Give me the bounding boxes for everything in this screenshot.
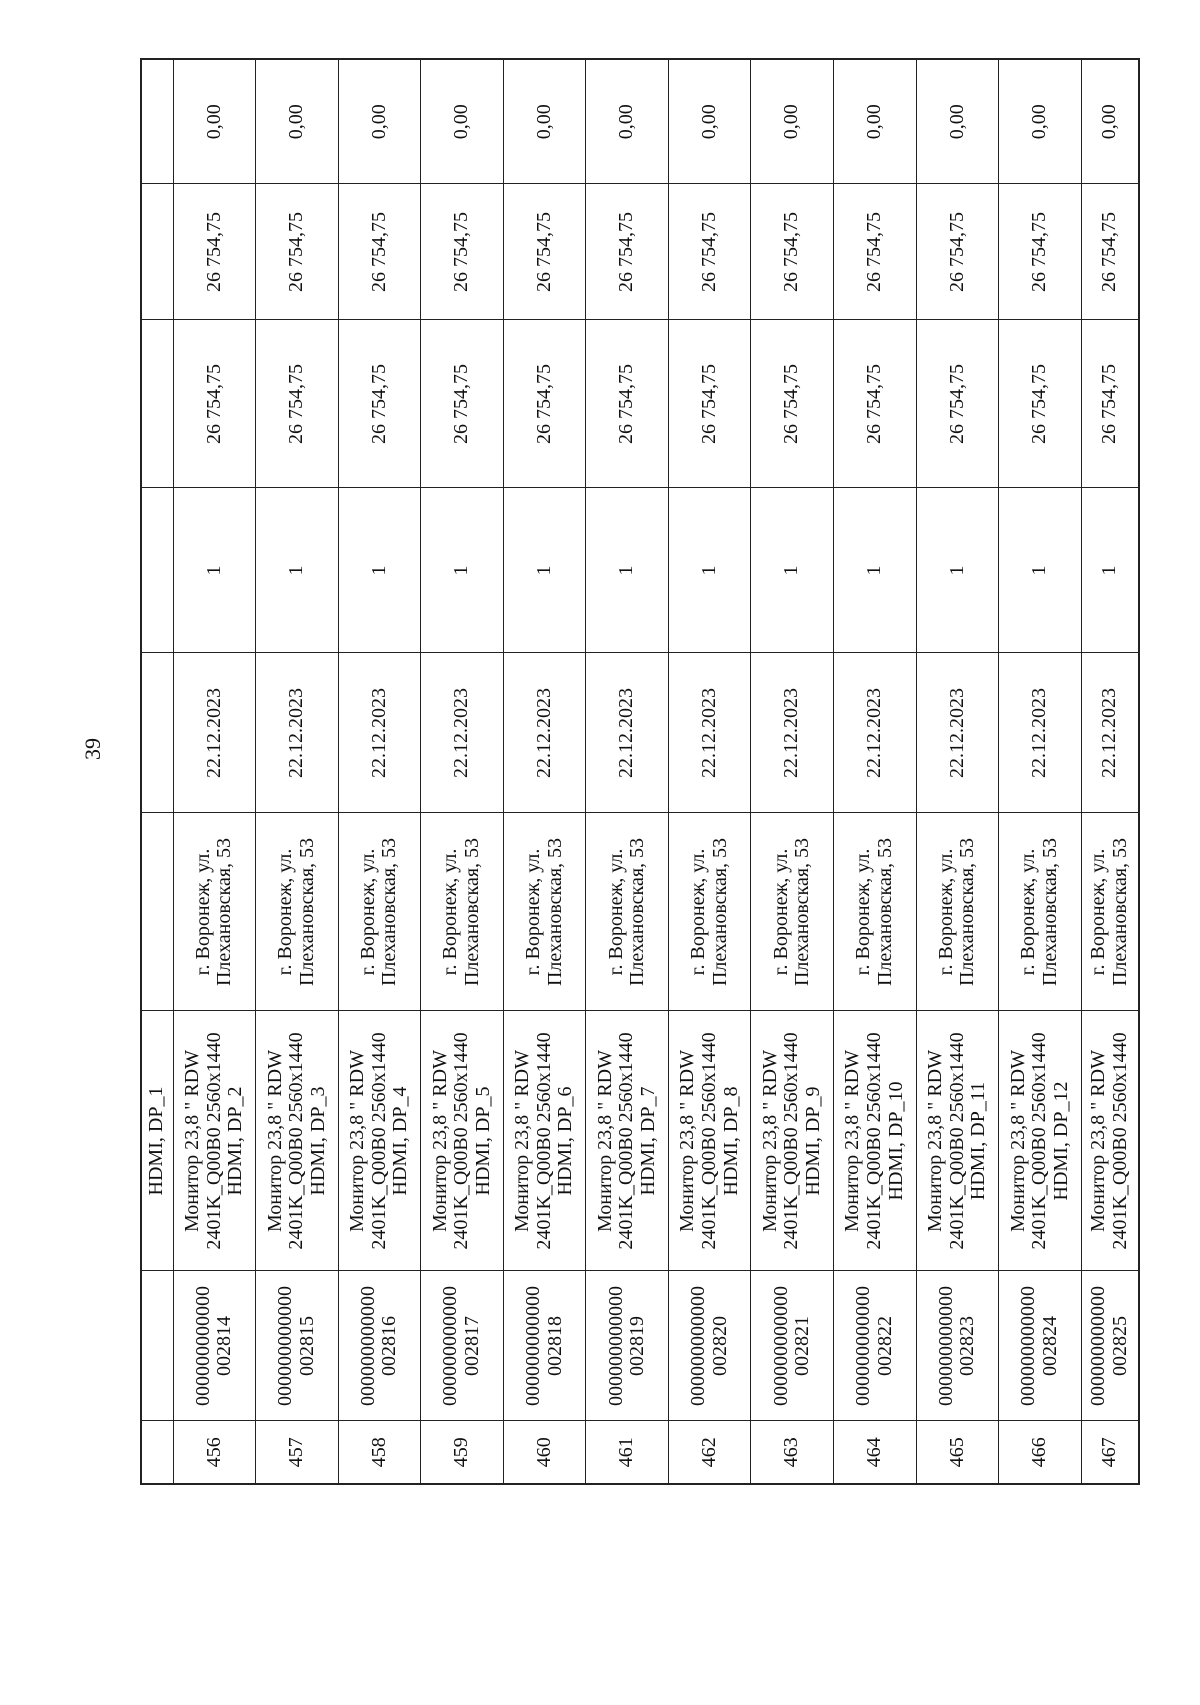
cell-name <box>1081 1011 1139 1271</box>
residual-value: 0,00 <box>450 104 473 140</box>
cost-value: 26 754,75 <box>202 364 225 444</box>
amortization-value: 26 754,75 <box>1028 212 1051 292</box>
asset-name-line3: HDMI, DP_9 <box>802 1086 825 1196</box>
quantity: 1 <box>945 565 968 576</box>
cell-address <box>668 813 751 1011</box>
row-number: 459 <box>450 1437 473 1468</box>
cost-value: 26 754,75 <box>945 364 968 444</box>
amortization-value: 26 754,75 <box>615 212 638 292</box>
cell-inventory <box>421 1271 504 1421</box>
asset-name-line3: HDMI, DP_4 <box>389 1086 412 1196</box>
asset-name-line3: HDMI, DP_5 <box>471 1086 494 1196</box>
asset-name-line3: HDMI, DP_7 <box>636 1086 659 1196</box>
cost-value: 26 754,75 <box>367 364 390 444</box>
cell-qty <box>141 488 173 653</box>
cell-name <box>338 1011 421 1271</box>
inventory-number-part2: 002814 <box>213 1316 236 1376</box>
row-number: 463 <box>780 1437 803 1468</box>
row-number: 458 <box>367 1437 390 1468</box>
cell-date <box>338 653 421 813</box>
cell-amortization <box>1081 184 1139 320</box>
address-line1: г. Воронеж, ул. <box>1017 848 1040 976</box>
address-line1: г. Воронеж, ул. <box>604 848 627 976</box>
residual-value: 0,00 <box>945 104 968 140</box>
asset-name-line3: HDMI, DP_12 <box>1049 1081 1072 1201</box>
quantity: 1 <box>202 565 225 576</box>
inventory-number-part2: 002819 <box>626 1316 649 1376</box>
cell-cost <box>1081 320 1139 488</box>
cell-residual <box>421 59 504 184</box>
asset-name-line2: 2401K_Q00B0 2560x1440 <box>450 1032 473 1250</box>
asset-name-line1: Монитор 23,8 " RDW <box>758 1050 781 1232</box>
cell-no <box>916 1421 999 1484</box>
inventory-number-part2: 002816 <box>378 1316 401 1376</box>
cell-name <box>668 1011 751 1271</box>
cell-date <box>503 653 586 813</box>
cell-residual <box>834 59 917 184</box>
cell-cost <box>916 320 999 488</box>
address-line2: Плехановская, 53 <box>1038 837 1061 987</box>
address-line2: Плехановская, 53 <box>791 837 814 987</box>
residual-value: 0,00 <box>285 104 308 140</box>
asset-name-line1: Монитор 23,8 " RDW <box>593 1050 616 1232</box>
table-row <box>834 59 917 1484</box>
inventory-number-part1: 000000000000 <box>604 1286 627 1406</box>
asset-name-line2: 2401K_Q00B0 2560x1440 <box>367 1032 390 1250</box>
cell-name <box>999 1011 1082 1271</box>
cell-no <box>173 1421 256 1484</box>
amortization-value: 26 754,75 <box>780 212 803 292</box>
asset-name-line1: Монитор 23,8 " RDW <box>1006 1050 1029 1232</box>
residual-value: 0,00 <box>780 104 803 140</box>
asset-name-line3: HDMI, DP_6 <box>554 1086 577 1196</box>
quantity: 1 <box>367 565 390 576</box>
cell-residual <box>256 59 339 184</box>
address-line1: г. Воронеж, ул. <box>1087 848 1110 976</box>
cell-amortization <box>834 184 917 320</box>
acquisition-date: 22.12.2023 <box>202 688 225 778</box>
table-row <box>1081 59 1139 1484</box>
cell-date <box>173 653 256 813</box>
cell-amortization <box>338 184 421 320</box>
cell-name <box>751 1011 834 1271</box>
cell-address <box>421 813 504 1011</box>
cost-value: 26 754,75 <box>532 364 555 444</box>
cell-date <box>834 653 917 813</box>
inventory-number-part1: 000000000000 <box>1017 1286 1040 1406</box>
table-row <box>916 59 999 1484</box>
asset-name-line2: 2401K_Q00B0 2560x1440 <box>945 1032 968 1250</box>
row-number: 464 <box>863 1437 886 1468</box>
cost-value: 26 754,75 <box>780 364 803 444</box>
table-row <box>586 59 669 1484</box>
row-number: 467 <box>1098 1437 1121 1468</box>
asset-name-line1: Монитор 23,8 " RDW <box>428 1050 451 1232</box>
quantity: 1 <box>1028 565 1051 576</box>
cell-qty <box>834 488 917 653</box>
cell-name <box>256 1011 339 1271</box>
cell-residual <box>338 59 421 184</box>
cell-qty <box>668 488 751 653</box>
residual-value: 0,00 <box>1028 104 1051 140</box>
cell-amortization <box>503 184 586 320</box>
cell-amortization <box>586 184 669 320</box>
amortization-value: 26 754,75 <box>450 212 473 292</box>
cell-cost <box>173 320 256 488</box>
amortization-value: 26 754,75 <box>532 212 555 292</box>
address-line2: Плехановская, 53 <box>873 837 896 987</box>
cell-residual <box>141 59 173 184</box>
cell-cost <box>586 320 669 488</box>
cell-cost <box>338 320 421 488</box>
acquisition-date: 22.12.2023 <box>863 688 886 778</box>
inventory-number-part1: 000000000000 <box>852 1286 875 1406</box>
residual-value: 0,00 <box>615 104 638 140</box>
cell-qty <box>503 488 586 653</box>
cell-amortization <box>668 184 751 320</box>
cell-address <box>141 813 173 1011</box>
table-row <box>173 59 256 1484</box>
inventory-number-part2: 002821 <box>791 1316 814 1376</box>
cell-cost <box>668 320 751 488</box>
cell-amortization <box>421 184 504 320</box>
page-number: 39 <box>80 738 105 760</box>
inventory-number-part2: 002824 <box>1038 1316 1061 1376</box>
acquisition-date: 22.12.2023 <box>780 688 803 778</box>
cell-qty <box>421 488 504 653</box>
cell-amortization <box>173 184 256 320</box>
address-line1: г. Воронеж, ул. <box>852 848 875 976</box>
cell-no <box>256 1421 339 1484</box>
address-line2: Плехановская, 53 <box>295 837 318 987</box>
asset-name-line1: Монитор 23,8 " RDW <box>263 1050 286 1232</box>
inventory-number-part1: 000000000000 <box>687 1286 710 1406</box>
amortization-value: 26 754,75 <box>1098 212 1121 292</box>
cell-amortization <box>751 184 834 320</box>
table-row <box>751 59 834 1484</box>
cell-inventory <box>586 1271 669 1421</box>
address-line1: г. Воронеж, ул. <box>687 848 710 976</box>
address-line2: Плехановская, 53 <box>378 837 401 987</box>
table-row <box>668 59 751 1484</box>
cell-residual <box>668 59 751 184</box>
row-number: 465 <box>945 1437 968 1468</box>
acquisition-date: 22.12.2023 <box>450 688 473 778</box>
inventory-number-part2: 002820 <box>708 1316 731 1376</box>
acquisition-date: 22.12.2023 <box>1098 688 1121 778</box>
cost-value: 26 754,75 <box>285 364 308 444</box>
cell-qty <box>999 488 1082 653</box>
cell-date <box>256 653 339 813</box>
cell-date <box>586 653 669 813</box>
residual-value: 0,00 <box>367 104 390 140</box>
asset-name-line2: 2401K_Q00B0 2560x1440 <box>532 1032 555 1250</box>
cell-address <box>999 813 1082 1011</box>
amortization-value: 26 754,75 <box>285 212 308 292</box>
cell-name <box>586 1011 669 1271</box>
acquisition-date: 22.12.2023 <box>697 688 720 778</box>
cell-date <box>421 653 504 813</box>
address-line2: Плехановская, 53 <box>1108 837 1131 987</box>
table-row <box>999 59 1082 1484</box>
quantity: 1 <box>615 565 638 576</box>
cell-address <box>586 813 669 1011</box>
asset-name-line1: Монитор 23,8 " RDW <box>676 1050 699 1232</box>
cell-residual <box>751 59 834 184</box>
cell-inventory <box>1081 1271 1139 1421</box>
amortization-value: 26 754,75 <box>367 212 390 292</box>
acquisition-date: 22.12.2023 <box>532 688 555 778</box>
cell-date <box>751 653 834 813</box>
cell-cost <box>503 320 586 488</box>
cell-qty <box>916 488 999 653</box>
cell-name <box>421 1011 504 1271</box>
inventory-number-part1: 000000000000 <box>439 1286 462 1406</box>
acquisition-date: 22.12.2023 <box>615 688 638 778</box>
cell-residual <box>586 59 669 184</box>
asset-name-line2: 2401K_Q00B0 2560x1440 <box>1028 1032 1051 1250</box>
cell-residual <box>173 59 256 184</box>
amortization-value: 26 754,75 <box>945 212 968 292</box>
cell-name <box>916 1011 999 1271</box>
asset-name-line2: 2401K_Q00B0 2560x1440 <box>1108 1032 1131 1250</box>
amortization-value: 26 754,75 <box>697 212 720 292</box>
cost-value: 26 754,75 <box>863 364 886 444</box>
cell-no <box>834 1421 917 1484</box>
cell-address <box>1081 813 1139 1011</box>
cell-qty <box>173 488 256 653</box>
cell-inventory <box>173 1271 256 1421</box>
cell-inventory <box>256 1271 339 1421</box>
cell-address <box>338 813 421 1011</box>
cell-address <box>503 813 586 1011</box>
cell-inventory <box>141 1271 173 1421</box>
cell-address <box>173 813 256 1011</box>
cell-amortization <box>256 184 339 320</box>
cost-value: 26 754,75 <box>1098 364 1121 444</box>
inventory-number-part1: 000000000000 <box>274 1286 297 1406</box>
cell-no <box>999 1421 1082 1484</box>
quantity: 1 <box>863 565 886 576</box>
asset-name-line1: Монитор 23,8 " RDW <box>346 1050 369 1232</box>
cell-cost <box>999 320 1082 488</box>
asset-name-line3: HDMI, DP_10 <box>884 1081 907 1201</box>
acquisition-date: 22.12.2023 <box>1028 688 1051 778</box>
cell-residual <box>999 59 1082 184</box>
asset-name-line2: 2401K_Q00B0 2560x1440 <box>202 1032 225 1250</box>
quantity: 1 <box>780 565 803 576</box>
cell-inventory <box>338 1271 421 1421</box>
inventory-number-part2: 002825 <box>1108 1316 1131 1376</box>
cell-address <box>751 813 834 1011</box>
cell-date <box>999 653 1082 813</box>
row-number: 460 <box>532 1437 555 1468</box>
cell-qty <box>586 488 669 653</box>
cell-date <box>1081 653 1139 813</box>
table-row <box>503 59 586 1484</box>
cell-cost <box>141 320 173 488</box>
asset-name-line3: HDMI, DP_3 <box>306 1086 329 1196</box>
asset-name-line2: 2401K_Q00B0 2560x1440 <box>615 1032 638 1250</box>
inventory-number-part1: 000000000000 <box>769 1286 792 1406</box>
residual-value: 0,00 <box>532 104 555 140</box>
inventory-number-part1: 000000000000 <box>521 1286 544 1406</box>
inventory-number-part2: 002815 <box>295 1316 318 1376</box>
cell-no <box>751 1421 834 1484</box>
amortization-value: 26 754,75 <box>202 212 225 292</box>
residual-value: 0,00 <box>1098 104 1121 140</box>
cell-name <box>834 1011 917 1271</box>
cell-no <box>421 1421 504 1484</box>
inventory-number-part1: 000000000000 <box>191 1286 214 1406</box>
cell-name <box>503 1011 586 1271</box>
cell-cost <box>421 320 504 488</box>
cell-qty <box>256 488 339 653</box>
cell-cost <box>256 320 339 488</box>
asset-name-line3: HDMI, DP_11 <box>967 1081 990 1201</box>
acquisition-date: 22.12.2023 <box>285 688 308 778</box>
cell-qty <box>338 488 421 653</box>
cell-cost <box>834 320 917 488</box>
asset-name-line1: Монитор 23,8 " RDW <box>180 1050 203 1232</box>
cell-no <box>586 1421 669 1484</box>
residual-value: 0,00 <box>202 104 225 140</box>
address-line2: Плехановская, 53 <box>956 837 979 987</box>
asset-name-line2: 2401K_Q00B0 2560x1440 <box>285 1032 308 1250</box>
inventory-number-part1: 000000000000 <box>356 1286 379 1406</box>
cell-no <box>668 1421 751 1484</box>
address-line2: Плехановская, 53 <box>708 837 731 987</box>
cell-address <box>916 813 999 1011</box>
address-line2: Плехановская, 53 <box>543 837 566 987</box>
cell-no <box>1081 1421 1139 1484</box>
cell-inventory <box>503 1271 586 1421</box>
cell-cost <box>751 320 834 488</box>
cell-date <box>916 653 999 813</box>
row-number: 466 <box>1028 1437 1051 1468</box>
asset-name-line1: Монитор 23,8 " RDW <box>841 1050 864 1232</box>
inventory-number-part2: 002822 <box>873 1316 896 1376</box>
asset-table <box>140 58 1140 1485</box>
cell-amortization <box>999 184 1082 320</box>
asset-name-line1: Монитор 23,8 " RDW <box>1087 1050 1110 1232</box>
cell-qty <box>1081 488 1139 653</box>
address-line2: Плехановская, 53 <box>626 837 649 987</box>
cell-no <box>141 1421 173 1484</box>
table-row <box>256 59 339 1484</box>
cell-inventory <box>751 1271 834 1421</box>
inventory-number-part2: 002818 <box>543 1316 566 1376</box>
quantity: 1 <box>285 565 308 576</box>
cost-value: 26 754,75 <box>615 364 638 444</box>
asset-name-line2: 2401K_Q00B0 2560x1440 <box>863 1032 886 1250</box>
row-number: 456 <box>202 1437 225 1468</box>
inventory-number-part1: 000000000000 <box>1087 1286 1110 1406</box>
amortization-value: 26 754,75 <box>863 212 886 292</box>
cell-inventory <box>999 1271 1082 1421</box>
cell-name: HDMI, DP_1 <box>141 1011 173 1271</box>
cell-qty <box>751 488 834 653</box>
cell-inventory <box>916 1271 999 1421</box>
row-number: 462 <box>697 1437 720 1468</box>
cost-value: 26 754,75 <box>697 364 720 444</box>
inventory-number-part2: 002823 <box>956 1316 979 1376</box>
quantity: 1 <box>450 565 473 576</box>
table-row <box>421 59 504 1484</box>
address-line1: г. Воронеж, ул. <box>439 848 462 976</box>
cell-residual <box>916 59 999 184</box>
quantity: 1 <box>532 565 555 576</box>
row-number: 457 <box>285 1437 308 1468</box>
cell-name <box>173 1011 256 1271</box>
inventory-number-part2: 002817 <box>461 1316 484 1376</box>
address-line1: г. Воронеж, ул. <box>769 848 792 976</box>
acquisition-date: 22.12.2023 <box>945 688 968 778</box>
address-line2: Плехановская, 53 <box>461 837 484 987</box>
table-row <box>338 59 421 1484</box>
cell-inventory <box>668 1271 751 1421</box>
residual-value: 0,00 <box>697 104 720 140</box>
quantity: 1 <box>697 565 720 576</box>
cell-amortization <box>916 184 999 320</box>
cell-date <box>141 653 173 813</box>
cell-address <box>834 813 917 1011</box>
asset-name-line1: Монитор 23,8 " RDW <box>924 1050 946 1232</box>
asset-table-container <box>140 60 1140 1485</box>
quantity: 1 <box>1098 565 1121 576</box>
asset-name-line3: HDMI, DP_8 <box>719 1086 742 1196</box>
acquisition-date: 22.12.2023 <box>367 688 390 778</box>
address-line1: г. Воронеж, ул. <box>521 848 544 976</box>
cost-value: 26 754,75 <box>450 364 473 444</box>
asset-name-line3: HDMI, DP_2 <box>224 1086 247 1196</box>
cell-residual <box>503 59 586 184</box>
address-line1: г. Воронеж, ул. <box>274 848 297 976</box>
address-line1: г. Воронеж, ул. <box>191 848 214 976</box>
asset-name-line2: 2401K_Q00B0 2560x1440 <box>780 1032 803 1250</box>
cost-value: 26 754,75 <box>1028 364 1051 444</box>
cell-no <box>338 1421 421 1484</box>
address-line1: г. Воронеж, ул. <box>934 848 957 976</box>
asset-name-line2: 2401K_Q00B0 2560x1440 <box>697 1032 720 1250</box>
cell-no <box>503 1421 586 1484</box>
cell-address <box>256 813 339 1011</box>
residual-value: 0,00 <box>863 104 886 140</box>
address-line1: г. Воронеж, ул. <box>356 848 379 976</box>
continuation-row <box>141 59 173 1484</box>
address-line2: Плехановская, 53 <box>213 837 236 987</box>
cell-inventory <box>834 1271 917 1421</box>
cell-date <box>668 653 751 813</box>
cell-amortization <box>141 184 173 320</box>
asset-name-line1: Монитор 23,8 " RDW <box>511 1050 534 1232</box>
row-number: 461 <box>615 1437 638 1468</box>
cell-residual <box>1081 59 1139 184</box>
inventory-number-part1: 000000000000 <box>934 1286 957 1406</box>
